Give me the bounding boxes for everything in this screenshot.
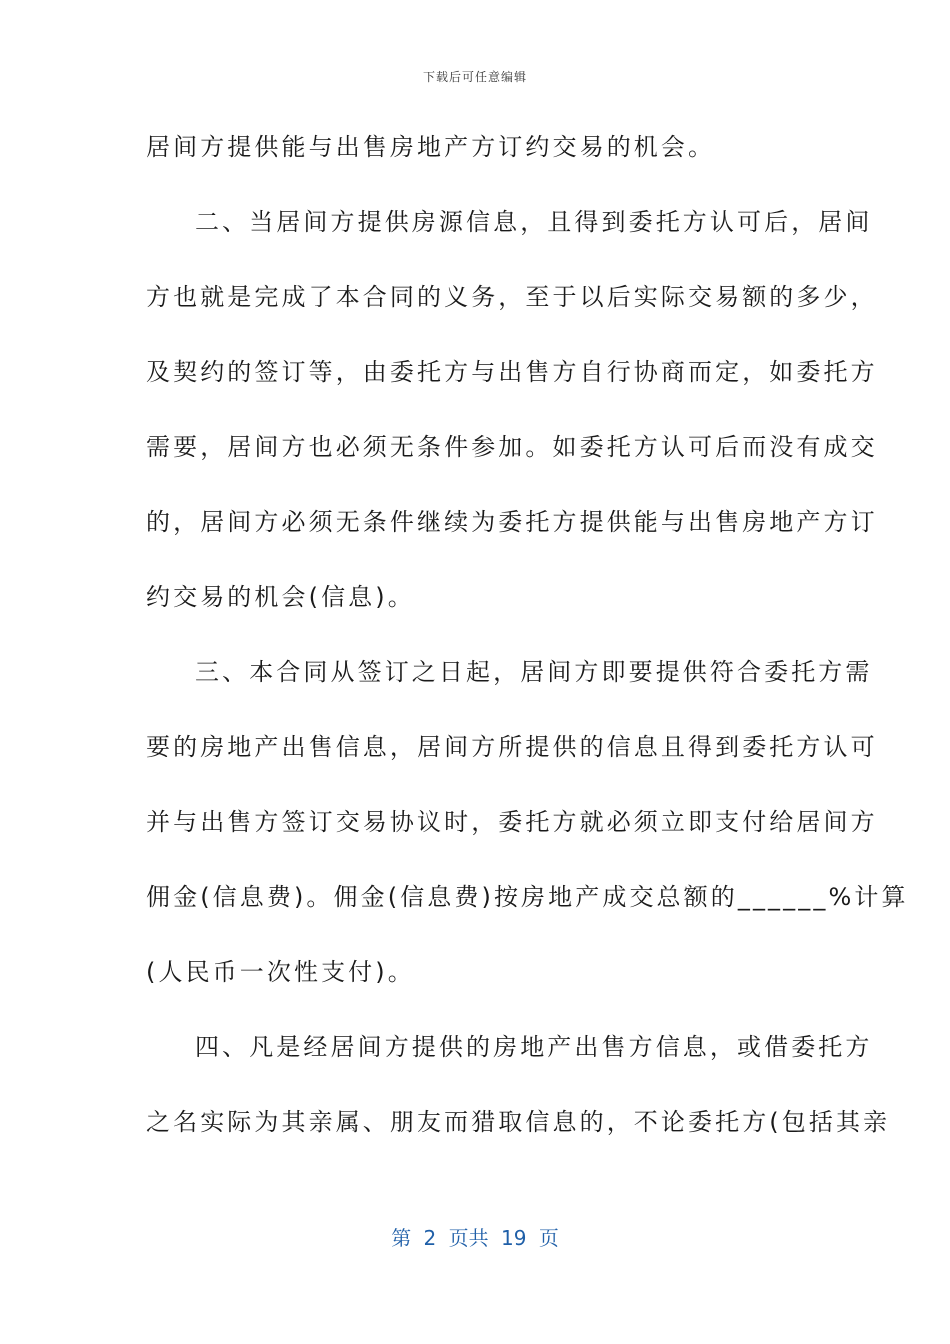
text-line: 三、本合同从签订之日起，居间方即要提供符合委托方需 (195, 658, 873, 686)
text-line: 及契约的签订等，由委托方与出售方自行协商而定，如委托方 (146, 358, 878, 386)
text-line: (人民币一次性支付)。 (146, 958, 415, 986)
page-footer (0, 1222, 950, 1251)
text-line: 四、凡是经居间方提供的房地产出售方信息，或借委托方 (195, 1033, 873, 1061)
text-line: 并与出售方签订交易协议时，委托方就必须立即支付给居间方 (146, 808, 878, 836)
footer-prefix: 第 (391, 1226, 412, 1250)
text-line: 方也就是完成了本合同的义务，至于以后实际交易额的多少， (146, 283, 878, 311)
footer-total-pages: 19 (501, 1226, 527, 1250)
header-note: 下载后可任意编辑 (422, 70, 527, 84)
text-line: 要的房地产出售信息，居间方所提供的信息且得到委托方认可 (146, 733, 878, 761)
text-line: 需要，居间方也必须无条件参加。如委托方认可后而没有成交 (146, 433, 878, 461)
document-body (146, 120, 909, 1170)
text-line: 佣金(信息费)。佣金(信息费)按房地产成交总额的______%计算 (146, 883, 909, 911)
text-line: 的，居间方必须无条件继续为委托方提供能与出售房地产方订 (146, 508, 878, 536)
footer-middle: 页共 (448, 1226, 489, 1250)
text-line: 之名实际为其亲属、朋友而猎取信息的，不论委托方(包括其亲 (146, 1108, 891, 1136)
text-line: 约交易的机会(信息)。 (146, 583, 415, 611)
footer-page-number: 2 (423, 1226, 437, 1250)
footer-suffix: 页 (538, 1226, 559, 1250)
text-line: 二、当居间方提供房源信息，且得到委托方认可后，居间 (195, 208, 873, 236)
text-line: 居间方提供能与出售房地产方订约交易的机会。 (146, 133, 716, 161)
